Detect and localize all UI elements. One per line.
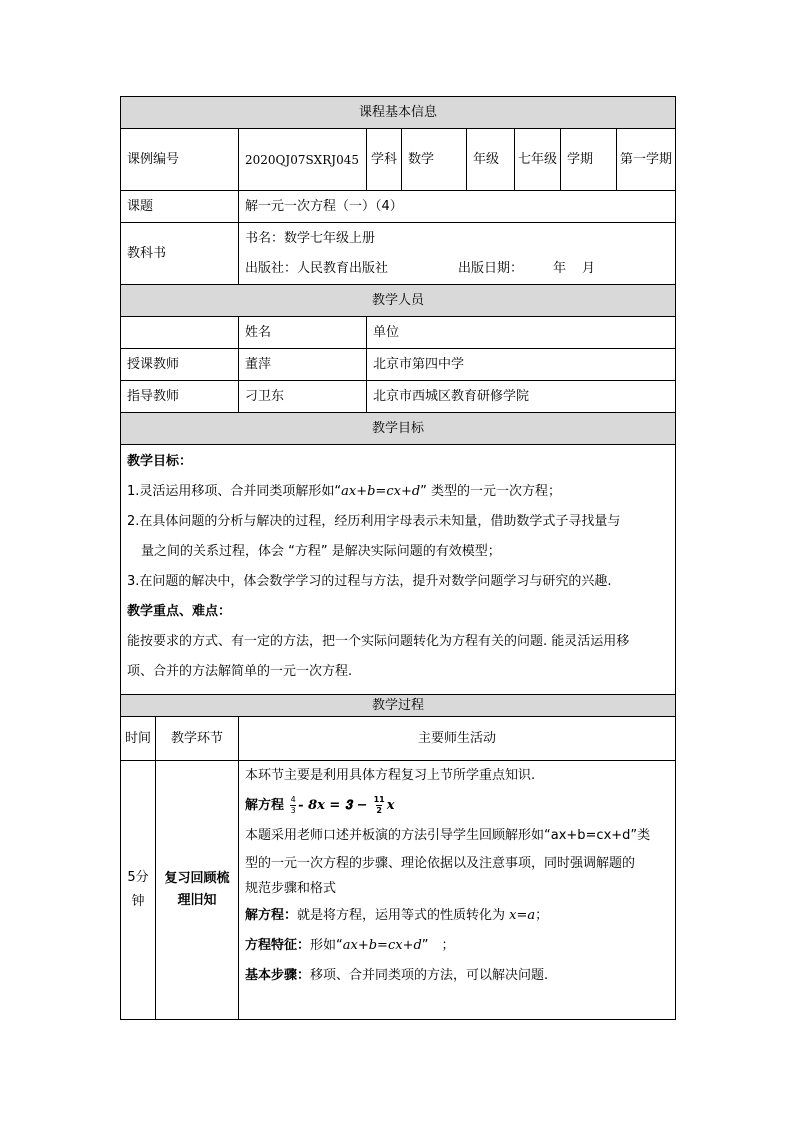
subject-label: 学科 bbox=[367, 129, 402, 191]
goals-row bbox=[121, 445, 676, 695]
col-phase: 教学环节 bbox=[156, 717, 239, 761]
definition-line: 解方程：就是将方程，运用等式的性质转化为 x=a； bbox=[245, 908, 549, 923]
textbook-row bbox=[121, 223, 676, 285]
col-activity: 主要师生活动 bbox=[239, 717, 676, 761]
staff-row bbox=[121, 349, 676, 381]
staff-unit: 北京市第四中学 bbox=[367, 349, 676, 381]
textbook-label: 教科书 bbox=[121, 223, 239, 285]
section-title: 教学人员 bbox=[121, 285, 676, 317]
phase-value: 复习回顾梳理旧知 bbox=[156, 761, 239, 1020]
section-header-process bbox=[121, 695, 676, 717]
section-header-basic bbox=[121, 97, 676, 129]
case-no-value: 2020QJ07SXRJ045 bbox=[239, 129, 367, 191]
pub-date-month: 月 bbox=[582, 260, 596, 276]
staff-row bbox=[121, 381, 676, 413]
goal-2-line-2: 量之间的关系过程，体会 “方程” 是解决实际问题的有效模型； bbox=[141, 544, 501, 559]
def-formula: x=a bbox=[509, 908, 536, 923]
goals-title: 教学目标： bbox=[127, 454, 193, 469]
goal-1: 1.灵活运用移项、合并同类项解形如“ax+b=cx+d” 类型的一元一次方程； bbox=[127, 484, 562, 499]
fraction-11-2: $\frac{11}{2}$ bbox=[373, 795, 385, 815]
col-time: 时间 bbox=[121, 717, 156, 761]
staff-name: 刁卫东 bbox=[239, 381, 367, 413]
feature-formula: ax+b=cx+d bbox=[342, 938, 422, 953]
publisher-line bbox=[245, 254, 669, 284]
steps-line: 基本步骤：移项、合并同类项的方法，可以解决问题. bbox=[245, 968, 549, 983]
feature-line: 方程特征：形如“ax+b=cx+d” ； bbox=[245, 938, 455, 953]
lesson-table bbox=[120, 96, 676, 1020]
book-name: 书名：数学七年级上册 bbox=[245, 230, 376, 246]
textbook-info bbox=[239, 223, 676, 285]
key-points-line-2: 项、合并的方法解简单的一元一次方程. bbox=[127, 664, 353, 679]
staff-unit: 北京市西城区教育研修学院 bbox=[367, 381, 676, 413]
case-no-label: 课例编号 bbox=[121, 129, 239, 191]
topic-label: 课题 bbox=[121, 191, 239, 223]
section-header-goals bbox=[121, 413, 676, 445]
section-title: 教学目标 bbox=[121, 413, 676, 445]
time-value: 5分钟 bbox=[121, 761, 156, 1020]
method-line-1: 本题采用老师口述并板演的方法引导学生回顾解形如“ax+b=cx+d”类 bbox=[245, 828, 651, 843]
term-value: 第一学期 bbox=[617, 129, 676, 191]
goal-3: 3.在问题的解决中，体会数学学习的过程与方法，提升对数学问题学习与研究的兴趣. bbox=[127, 574, 612, 589]
equation-line bbox=[245, 791, 669, 821]
key-points-line-1: 能按要求的方式、有一定的方法，把一个实际问题转化为方程有关的问题. 能灵活运用移 bbox=[127, 634, 630, 649]
publisher: 出版社：人民教育出版社 bbox=[245, 260, 389, 276]
goals-content bbox=[121, 445, 676, 695]
staff-role: 指导教师 bbox=[121, 381, 239, 413]
section-header-staff bbox=[121, 285, 676, 317]
process-header-row bbox=[121, 717, 676, 761]
topic-value: 解一元一次方程（一）（4） bbox=[239, 191, 676, 223]
pub-date-label: 出版日期： bbox=[458, 260, 524, 276]
grade-value: 七年级 bbox=[515, 129, 561, 191]
method-line-2: 型的一元一次方程的步骤、理论依据以及注意事项，同时强调解题的 bbox=[245, 856, 636, 871]
topic-row bbox=[121, 191, 676, 223]
section-title: 课程基本信息 bbox=[121, 97, 676, 129]
solve-label: 解方程 bbox=[245, 798, 285, 813]
equation-middle: - 8𝒙 = 𝟑 − bbox=[298, 798, 368, 813]
staff-col-name: 姓名 bbox=[239, 317, 367, 349]
term-label: 学期 bbox=[561, 129, 617, 191]
equation-end: 𝒙 bbox=[386, 798, 395, 813]
case-info-row bbox=[121, 129, 676, 191]
staff-col-unit: 单位 bbox=[367, 317, 676, 349]
subject-value: 数学 bbox=[402, 129, 467, 191]
goal-2-line-1: 2.在具体问题的分析与解决的过程，经历利用字母表示未知量，借助数学式子寻找量与 bbox=[127, 514, 621, 529]
pub-date-year: 年 bbox=[553, 260, 567, 276]
fraction-4-3: $\frac{4}{3}$ bbox=[290, 795, 296, 815]
section-title: 教学过程 bbox=[121, 695, 676, 717]
staff-name: 董萍 bbox=[239, 349, 367, 381]
process-row bbox=[121, 761, 676, 1020]
method-line-3: 规范步骤和格式 bbox=[245, 881, 337, 896]
activity-content bbox=[239, 761, 676, 1020]
key-points-title: 教学重点、难点： bbox=[127, 604, 232, 619]
goal1-formula: ax+b=cx+d bbox=[341, 484, 421, 499]
grade-label: 年级 bbox=[467, 129, 515, 191]
staff-role: 授课教师 bbox=[121, 349, 239, 381]
activity-intro: 本环节主要是利用具体方程复习上节所学重点知识. bbox=[245, 768, 536, 783]
staff-header-row bbox=[121, 317, 676, 349]
